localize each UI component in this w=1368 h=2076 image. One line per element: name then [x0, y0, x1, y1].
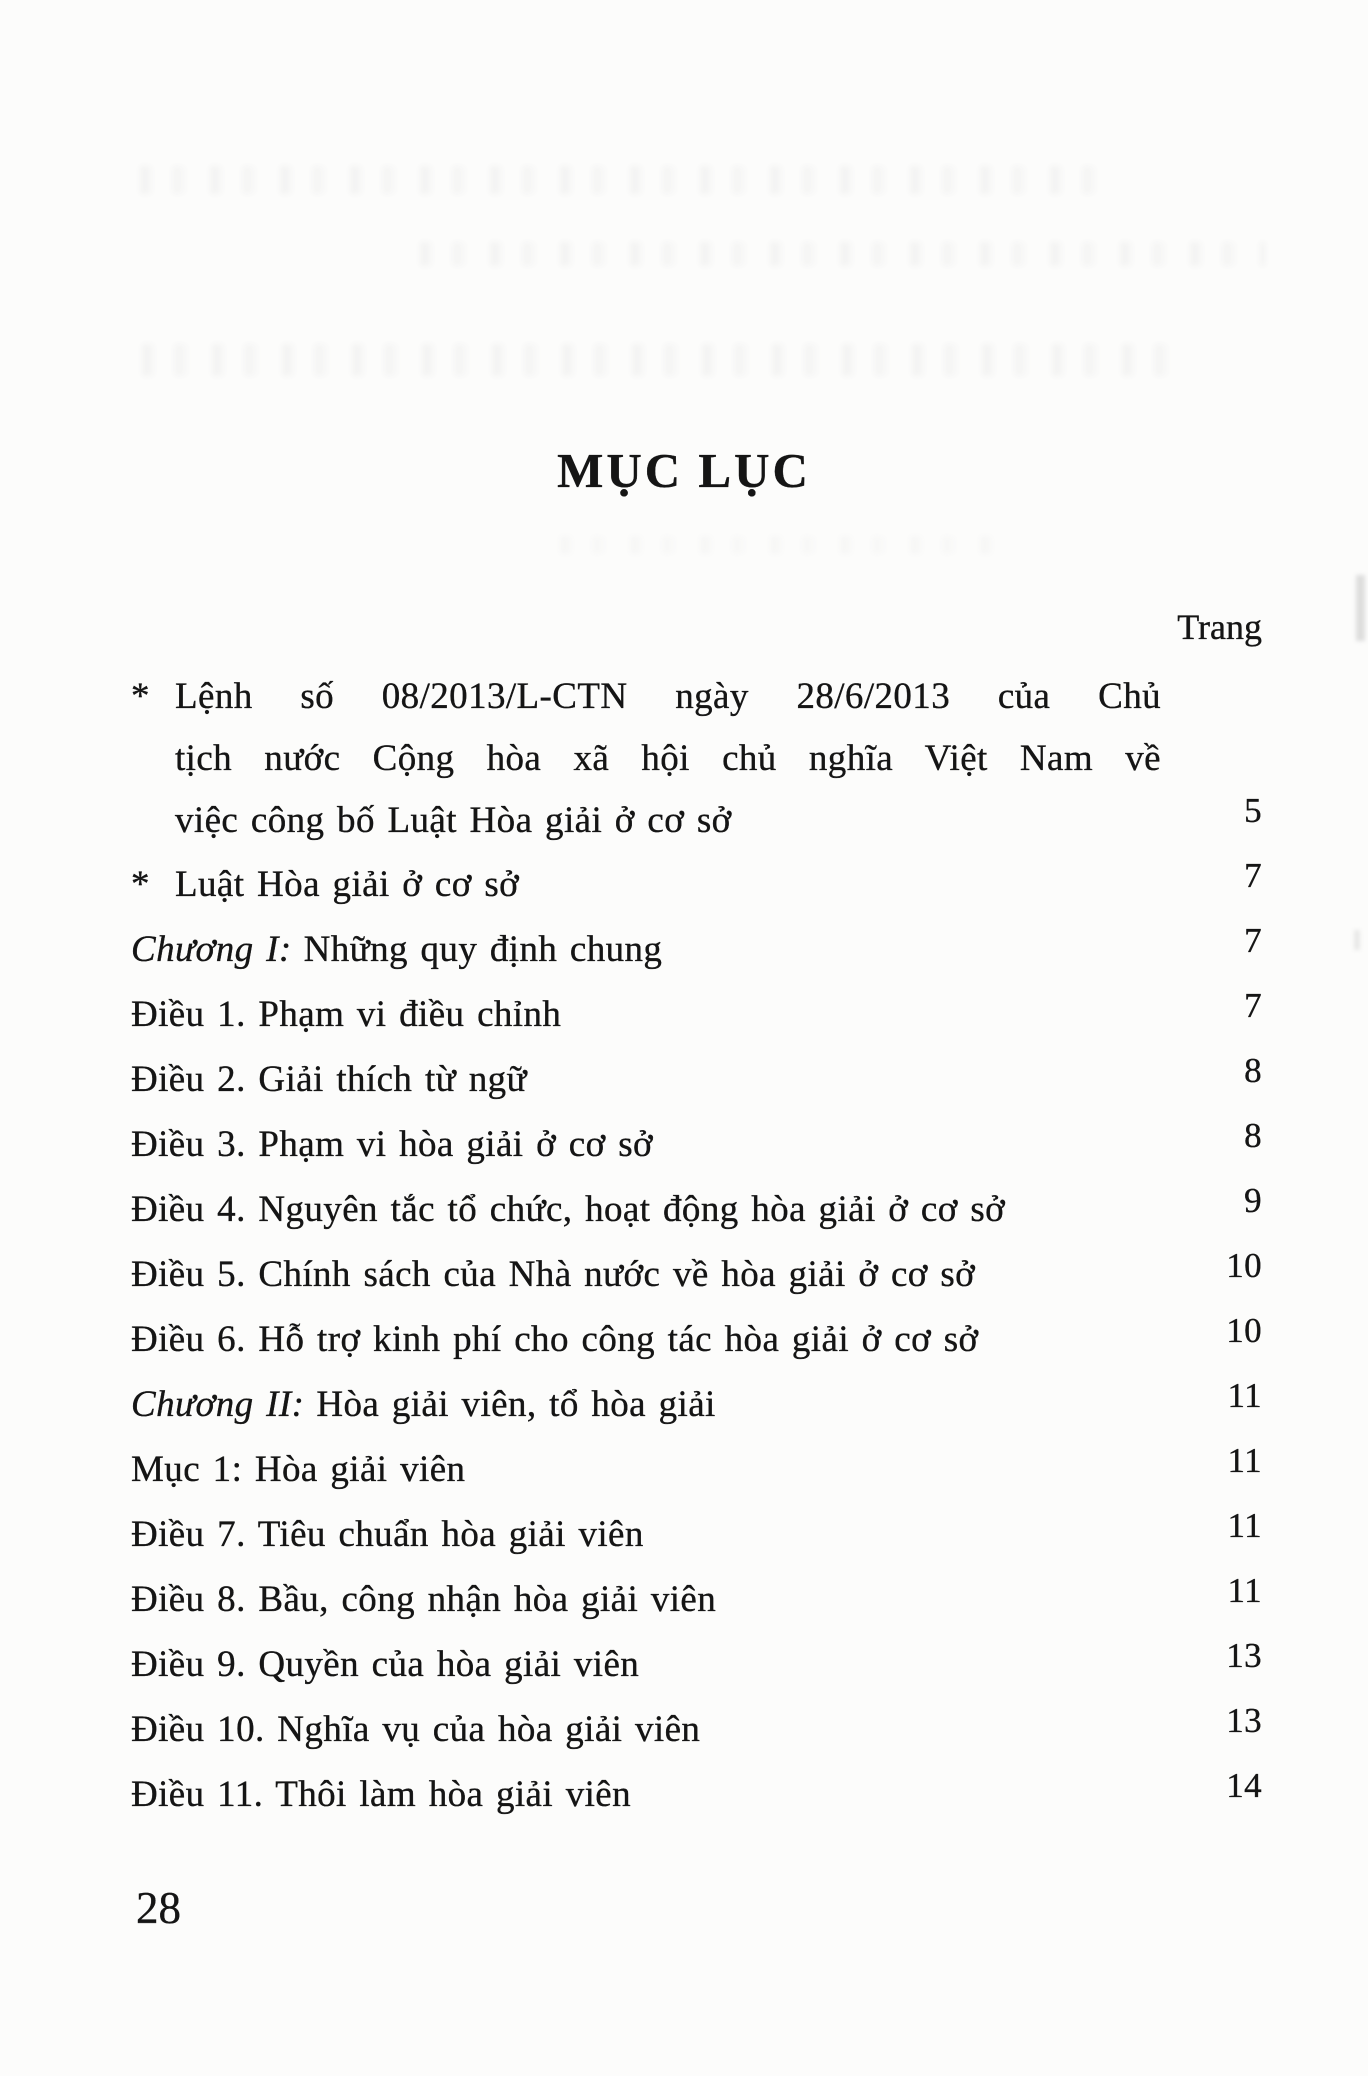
- toc-page-number: 10: [1226, 1246, 1262, 1285]
- toc-entry: [131, 1437, 1262, 1502]
- toc-page-number: 7: [1244, 986, 1262, 1025]
- scan-edge-artifact: [1354, 930, 1360, 950]
- toc-entry: [131, 852, 1262, 917]
- toc-entry-text: Điều 2. Giải thích từ ngữ: [131, 1059, 527, 1100]
- chapter-label: Chương II:: [131, 1384, 305, 1425]
- toc-page-number: 11: [1227, 1441, 1262, 1480]
- scan-edge-artifact: [1356, 575, 1365, 641]
- show-through-artifact: [142, 344, 1187, 376]
- toc-page-number: 7: [1244, 856, 1262, 895]
- toc-entry-line: Lệnh số 08/2013/L-CTN ngày 28/6/2013 của Chủ: [175, 676, 1161, 717]
- toc-entry-text: Điều 3. Phạm vi hòa giải ở cơ sở: [131, 1124, 653, 1165]
- page-column-header: Trang: [1177, 607, 1262, 647]
- toc-page-number: 11: [1227, 1571, 1262, 1610]
- toc-entry: [131, 1762, 1262, 1827]
- page-title: MỤC LỤC: [557, 443, 811, 498]
- toc-page-number: 5: [1244, 791, 1262, 830]
- toc-entry: [131, 982, 1262, 1047]
- toc-entry: [131, 917, 1262, 982]
- toc-entry-text: [131, 666, 1161, 852]
- toc-entry-text: Điều 1. Phạm vi điều chỉnh: [131, 994, 562, 1035]
- toc-page-number: 14: [1226, 1766, 1262, 1805]
- toc-entry-text: Điều 11. Thôi làm hòa giải viên: [131, 1774, 631, 1815]
- asterisk-marker: *: [131, 676, 150, 717]
- toc-entry: [131, 1242, 1262, 1307]
- toc-entry-text: Điều 4. Nguyên tắc tổ chức, hoạt động hòa giải ở cơ sở: [131, 1189, 1006, 1230]
- chapter-label: Chương I:: [131, 929, 292, 970]
- toc-entry: [131, 1567, 1262, 1632]
- toc-page-number: 10: [1226, 1311, 1262, 1350]
- show-through-artifact: [140, 166, 1100, 194]
- toc-page-number: 8: [1244, 1051, 1262, 1090]
- toc-entry: [131, 1047, 1262, 1112]
- toc-entry-text: Điều 6. Hỗ trợ kinh phí cho công tác hòa giải ở cơ sở: [131, 1319, 979, 1360]
- toc-entry: [131, 1307, 1262, 1372]
- toc-entry-text: Mục 1: Hòa giải viên: [131, 1449, 466, 1490]
- toc-page-number: 11: [1227, 1506, 1262, 1545]
- toc-entry: [131, 1502, 1262, 1567]
- toc-entry-text: Điều 7. Tiêu chuẩn hòa giải viên: [131, 1514, 644, 1555]
- toc-page-number: 9: [1244, 1181, 1262, 1220]
- toc-page-number: 8: [1244, 1116, 1262, 1155]
- toc-entry: [131, 1112, 1262, 1177]
- toc-entry: [131, 1697, 1262, 1762]
- asterisk-marker: *: [131, 864, 150, 905]
- toc-page-number: 13: [1226, 1636, 1262, 1675]
- toc-entry: [131, 1177, 1262, 1242]
- toc-entry: [131, 666, 1262, 852]
- toc-entry-line: việc công bố Luật Hòa giải ở cơ sở: [175, 800, 732, 841]
- footer-page-number: 28: [136, 1883, 181, 1933]
- toc-entry: [131, 1632, 1262, 1697]
- toc-page-number: 11: [1227, 1376, 1262, 1415]
- toc-page-number: 13: [1226, 1701, 1262, 1740]
- toc-entry-text: Điều 8. Bầu, công nhận hòa giải viên: [131, 1579, 717, 1620]
- toc-entry-text: Điều 9. Quyền của hòa giải viên: [131, 1644, 640, 1685]
- toc-entry-text: * Luật Hòa giải ở cơ sở: [131, 852, 1161, 917]
- toc-entry-text: Chương I: Những quy định chung: [131, 929, 663, 970]
- toc-entry-text: Điều 5. Chính sách của Nhà nước về hòa giải ở cơ sở: [131, 1254, 976, 1295]
- toc-entry: [131, 1372, 1262, 1437]
- toc-entry-text: Điều 10. Nghĩa vụ của hòa giải viên: [131, 1709, 701, 1750]
- toc-entry-line: tịch nước Cộng hòa xã hội chủ nghĩa Việt Nam về: [175, 738, 1161, 779]
- toc-entry-text: Chương II: Hòa giải viên, tổ hòa giải: [131, 1384, 716, 1425]
- show-through-artifact: [420, 242, 1265, 266]
- show-through-artifact: [560, 536, 1010, 554]
- toc-page-number: 7: [1244, 921, 1262, 960]
- table-of-contents: [131, 666, 1262, 1827]
